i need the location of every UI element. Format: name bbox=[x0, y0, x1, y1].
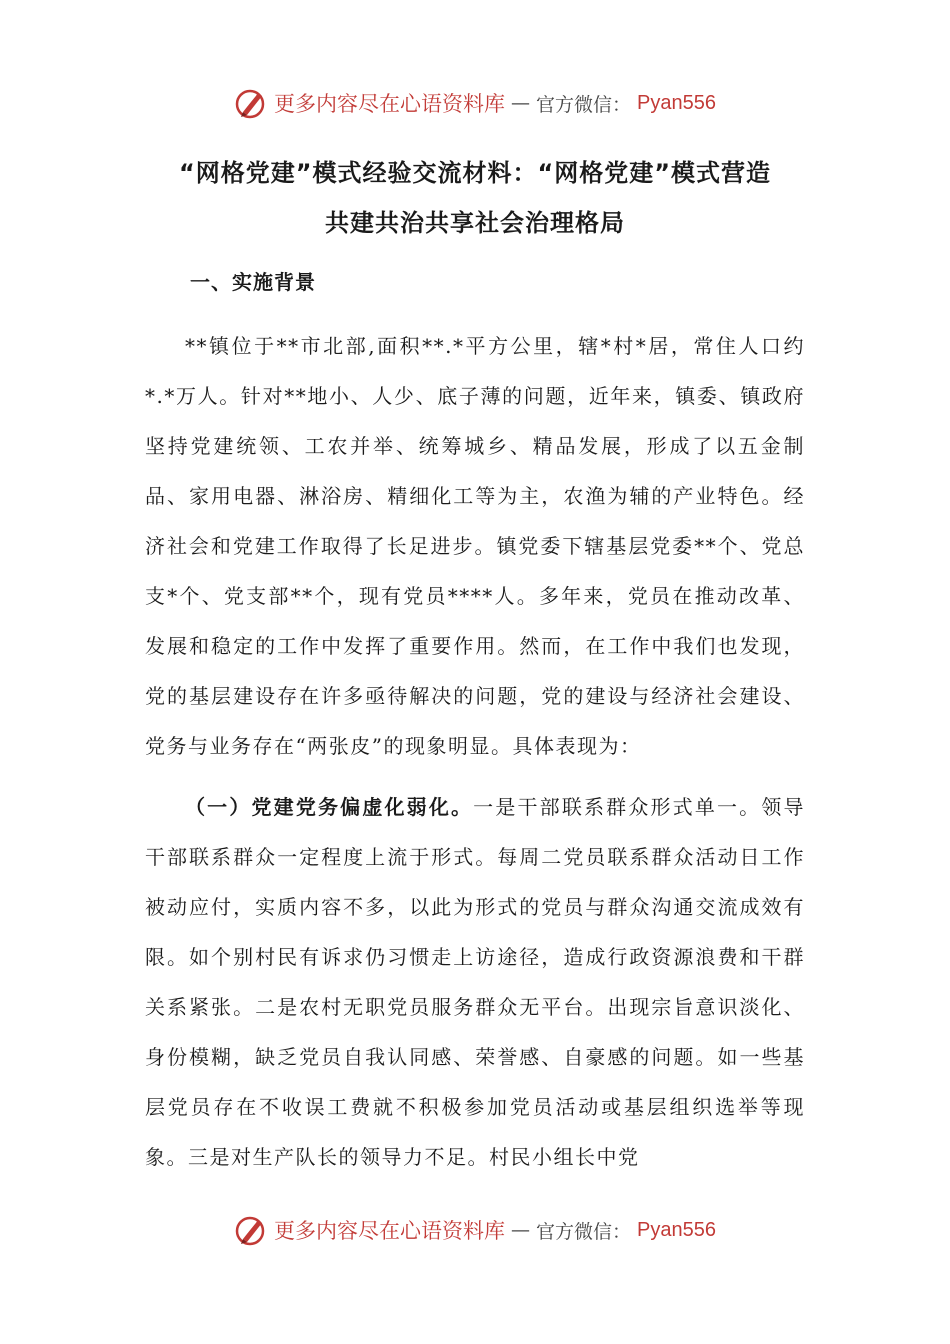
watermark-wechat-id: Pyan556 bbox=[637, 91, 716, 114]
paragraph-background: **镇位于**市北部,面积**.*平方公里，辖*村*居，常住人口约*.*万人。针对**地小、人少、底子薄的问题，近年来，镇委、镇政府坚持党建统领、工农并举、统筹城乡、精品发展，形成了以五金制品、家用电器、淋浴房、精细化工等为主，农渔为辅的产业特色。经济社会和党建工作取得了长足进步。镇党委下辖基层党委**个、党总支*个、党支部**个，现有党员****人。多年来，党员在推动改革、发展和稳定的工作中发挥了重要作用。然而，在工作中我们也发现，党的基层建设存在许多亟待解决的问题，党的建设与经济社会建设、党务与业务存在“两张皮”的现象明显。具体表现为： bbox=[145, 334, 805, 758]
document-title bbox=[145, 148, 805, 248]
pen-circle-logo-icon bbox=[234, 86, 268, 120]
title-line-1: “网格党建”模式经验交流材料：“网格党建”模式营造 bbox=[178, 159, 772, 187]
watermark-site-text: 更多内容尽在心语资料库 bbox=[274, 92, 505, 116]
paragraph-party-building bbox=[145, 782, 805, 1182]
watermark-site-text: 更多内容尽在心语资料库 bbox=[274, 1219, 505, 1243]
section-heading-background: 一、实施背景 bbox=[190, 270, 316, 294]
watermark-dash: — bbox=[511, 92, 530, 114]
pen-circle-logo-icon bbox=[234, 1213, 268, 1247]
watermark-wechat-label: 官方微信： bbox=[536, 1220, 632, 1243]
watermark-wechat-label: 官方微信： bbox=[536, 93, 632, 116]
watermark-wechat-id: Pyan556 bbox=[637, 1218, 716, 1241]
title-line-2: 共建共治共享社会治理格局 bbox=[325, 209, 625, 237]
header-watermark bbox=[0, 83, 950, 123]
watermark-dash: — bbox=[511, 1219, 530, 1241]
paragraph-body-text: 一是干部联系群众形式单一。领导干部联系群众一定程度上流于形式。每周二党员联系群众活动日工作被动应付，实质内容不多，以此为形式的党员与群众沟通交流成效有限。如个别村民有诉求仍习惯走上访途径，造成行政资源浪费和干群关系紧张。二是农村无职党员服务群众无平台。出现宗旨意识淡化、身份模糊，缺乏党员自我认同感、荣誉感、自豪感的问题。如一些基层党员存在不收误工费就不积极参加党员活动或基层组织选举等现象。三是对生产队长的领导力不足。村民小组长中党 bbox=[145, 795, 806, 1169]
paragraph-lead-heading: （一）党建党务偏虚化弱化。 bbox=[185, 795, 474, 819]
footer-watermark bbox=[0, 1210, 950, 1250]
